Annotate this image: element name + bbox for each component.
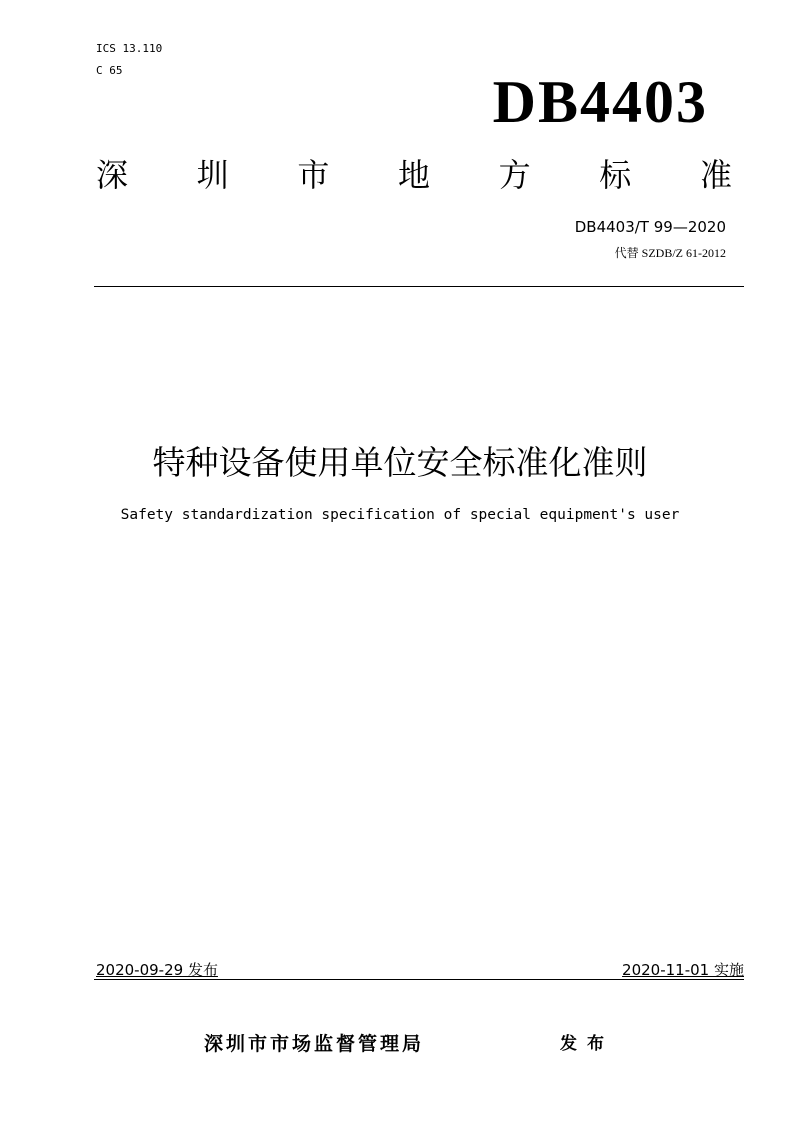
footer-divider: [94, 979, 744, 980]
issue-label: 发布: [560, 1034, 614, 1054]
document-title: 特种设备使用单位安全标准化准则: [152, 443, 648, 482]
standard-type-heading: [96, 158, 732, 193]
issuing-authority: 深圳市市场监督管理局: [204, 1033, 425, 1055]
replaces-standard: 代替 SZDB/Z 61-2012: [614, 246, 726, 260]
standard-type-char: 市: [297, 156, 330, 194]
db-code-logo: DB4403: [492, 69, 708, 135]
standard-type-char: 方: [498, 156, 531, 194]
header-divider: [94, 286, 744, 287]
standard-type-char: 深: [96, 156, 129, 194]
implement-date: 2020-11-01 实施: [622, 961, 744, 979]
document-subtitle-english: Safety standardization specification of special equipment's user: [120, 507, 680, 523]
standard-type-char: 标: [599, 156, 632, 194]
publish-date: 2020-09-29 发布: [96, 961, 218, 979]
ccs-code: C 65: [96, 64, 123, 77]
standard-type-char: 准: [699, 156, 732, 194]
standard-type-char: 地: [397, 156, 430, 194]
standard-type-char: 圳: [196, 156, 229, 194]
ics-code: ICS 13.110: [96, 42, 163, 55]
standard-number: DB4403/T 99—2020: [574, 218, 726, 236]
